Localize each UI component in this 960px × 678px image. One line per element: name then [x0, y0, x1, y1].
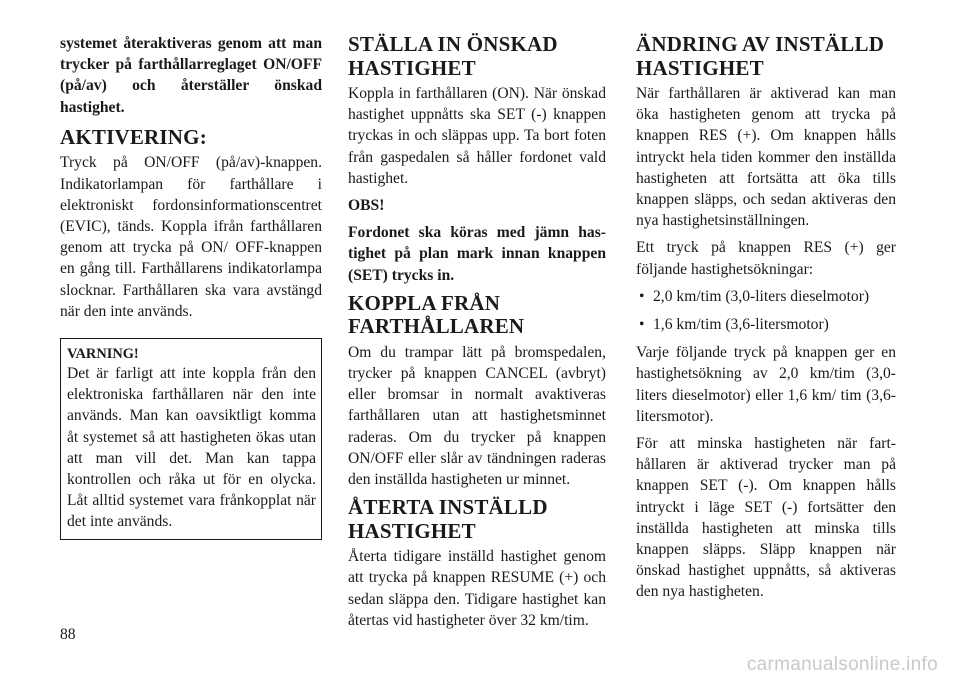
heading-aktivering: AKTIVERING:: [60, 124, 207, 149]
page-number: 88: [60, 626, 76, 643]
intro-text: systemet återaktiveras genom att man trycker på farthållarreglaget ON/OFF (på/av) och återställer önskad hastighet.: [60, 35, 322, 116]
heading-stalla-in: STÄLLA IN ÖNSKAD HASTIGHET: [348, 32, 558, 80]
andring-text-2: Ett tryck på knappen RES (+) ger följande hastighetsökningar:: [636, 239, 896, 278]
column-left: [60, 33, 322, 540]
andring-text-3: Varje följande tryck på knappen ger en hastighetsökning av 2,0 km/tim (3,0-liters dieselmotor) eller 1,6 km/ tim (3,6-litersmotor).: [636, 344, 896, 425]
andring-text-4: För att minska hastigheten när farthållaren är aktiverad trycker man på knappen SET (-). Om knappen hålls intryckt i läge SET (-) fortsätter den inställda hastigheten att minska tills knappen släpps. Släpp knappen när önskad hastighet uppnåtts, så aktiveras den nya hastigheten.: [636, 435, 896, 601]
andring-text-1: När farthållaren är aktiverad kan man öka hastigheten genom att trycka på knappen RES (+). Om knappen hålls intryckt hela tiden kommer den inställda hastigheten att fortsätta att öka tills knappen släpps, och sedan aktiveras den nya hastighetsinställningen.: [636, 85, 896, 230]
warning-box: [60, 338, 322, 540]
heading-koppla-fran: KOPPLA FRÅN FARTHÅLLAREN: [348, 290, 525, 339]
aktivering-text: Tryck på ON/OFF (på/av)-knappen. Indikatorlampan för farthållare i elektroniskt fordonsinformationscentret (EVIC), tänds. Koppla ifrån farthållaren genom att trycka på ON/ OFF-knappen en gång till. Farthållarens indikatorlampa slocknar. Farthållaren ska vara avstängd när den inte används.: [60, 154, 322, 320]
heading-andring: ÄNDRING AV INSTÄLLD HASTIGHET: [636, 32, 885, 80]
obs-text: Fordonet ska köras med jämn hastighet på plan mark innan knappen (SET) trycks in.: [348, 224, 606, 284]
warning-title: VARNING!: [67, 345, 139, 362]
speed-increment-list: [636, 286, 896, 335]
list-item: [636, 286, 896, 307]
bullet-icon: •: [639, 287, 645, 305]
aterta-text: Återta tidigare inställd hastighet genom att trycka på knappen RESUME (+) och sedan släppa den. Tidigare hastighet kan återtas vid hastigheter över 32 km/tim.: [348, 548, 606, 629]
list-item-text: 1,6 km/tim (3,6-litersmotor): [653, 316, 829, 334]
bullet-icon: •: [639, 316, 645, 334]
watermark: carmanualsonline.info: [746, 654, 938, 675]
column-middle: [348, 33, 606, 637]
stalla-in-text: Koppla in farthållaren (ON). När önskad hastighet uppnåtts ska SET (-) knappen tryckas in och släppas upp. Ta bort foten från gaspedalen så håller fordonet vald hastighet.: [348, 85, 606, 187]
list-item-text: 2,0 km/tim (3,0-liters dieselmotor): [653, 287, 870, 305]
obs-label: OBS!: [348, 197, 385, 215]
list-item: [636, 314, 896, 335]
koppla-fran-text: Om du trampar lätt på bromspedalen, trycker på knappen CANCEL (avbryt) eller bromsar in normalt avaktiveras farthållaren utan att hastighetsminnet raderas. Om du trycker på knappen ON/OFF eller slår av tändningen raderas den inställda hastigheten ur minnet.: [348, 343, 606, 489]
column-right: [636, 33, 896, 609]
warning-text: Det är farligt att inte koppla från den elektroniska farthållaren när den inte används. Man kan oavsiktligt komma åt systemet så att hastigheten ökas utan att man vill det. Man kan tappa kontrollen och råka ut för en olycka. Låt alltid systemet vara frånkopplat när det inte används.: [67, 364, 316, 531]
heading-aterta: ÅTERTA INSTÄLLD HASTIGHET: [348, 495, 548, 543]
